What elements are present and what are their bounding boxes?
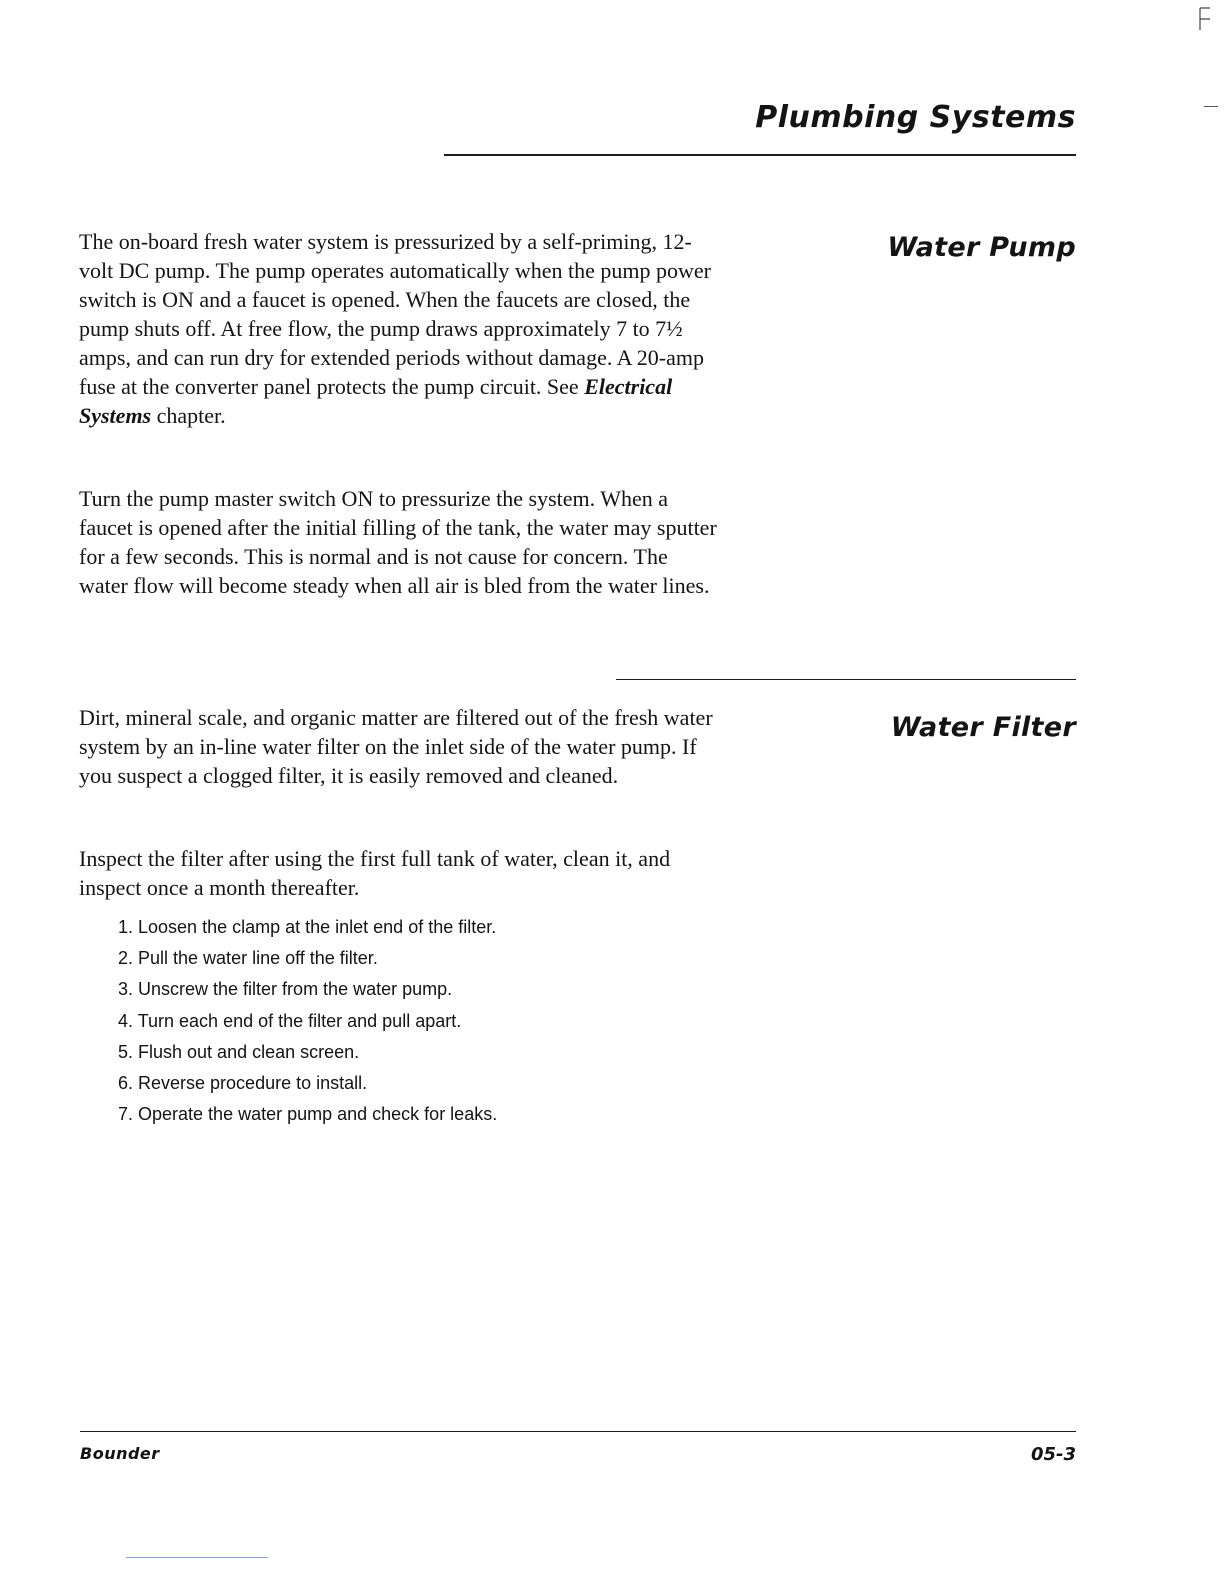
water-pump-paragraph-1-tail: chapter.: [151, 403, 226, 428]
electrical-systems-reference: Electrical Systems: [79, 374, 673, 428]
water-filter-paragraph-2: Inspect the filter after using the first full tank of water, clean it, and inspect once a month thereafter.: [79, 846, 671, 900]
footer-rule: [80, 1431, 1076, 1432]
filter-cleaning-steps: [118, 912, 718, 1130]
section-title-water-filter: Water Filter: [890, 712, 1076, 743]
header-rule: [444, 154, 1076, 156]
step-item: 2. Pull the water line off the filter.: [118, 948, 378, 969]
water-pump-paragraph-2: Turn the pump master switch ON to pressurize the system. When a faucet is opened after the initial filling of the tank, the water may sputter for a few seconds. This is normal and is not cause for concern. The water flow will become steady when all air is bled from the water lines.: [79, 486, 717, 598]
step-item: 5. Flush out and clean screen.: [118, 1041, 360, 1062]
step-item: 3. Unscrew the filter from the water pump.: [118, 979, 453, 1000]
water-filter-paragraph-1: Dirt, mineral scale, and organic matter are filtered out of the fresh water system by an in-line water filter on the inlet side of the water pump. If you suspect a clogged filter, it is easily removed and cleaned.: [79, 705, 713, 788]
step-item: 7. Operate the water pump and check for leaks.: [118, 1104, 498, 1125]
footer-page-number: 05-3: [1030, 1444, 1076, 1465]
section-divider-rule: [616, 679, 1076, 680]
step-item: 6. Reverse procedure to install.: [118, 1072, 368, 1093]
page-title: Plumbing Systems: [755, 100, 1076, 135]
water-pump-paragraph-1-text: The on-board fresh water system is pressurized by a self-priming, 12-volt DC pump. The pump operates automatically when the pump power switch is ON and a faucet is opened. When the faucets are closed, the pump shuts off. At free flow, the pump draws approximately 7 to 7½ amps, and can run dry for extended periods without damage. A 20-amp fuse at the converter panel protects the pump circuit. See: [79, 229, 711, 399]
section-title-water-pump: Water Pump: [887, 232, 1076, 263]
footer-product-name: Bounder: [80, 1444, 160, 1463]
step-item: 4. Turn each end of the filter and pull apart.: [118, 1010, 462, 1031]
step-item: 1. Loosen the clamp at the inlet end of the filter.: [118, 917, 497, 937]
water-pump-paragraph-1: [79, 227, 719, 430]
corner-bracket-mark: [1198, 6, 1212, 32]
bottom-scan-line: [126, 1557, 268, 1558]
edge-tick-mark: [1204, 106, 1218, 107]
